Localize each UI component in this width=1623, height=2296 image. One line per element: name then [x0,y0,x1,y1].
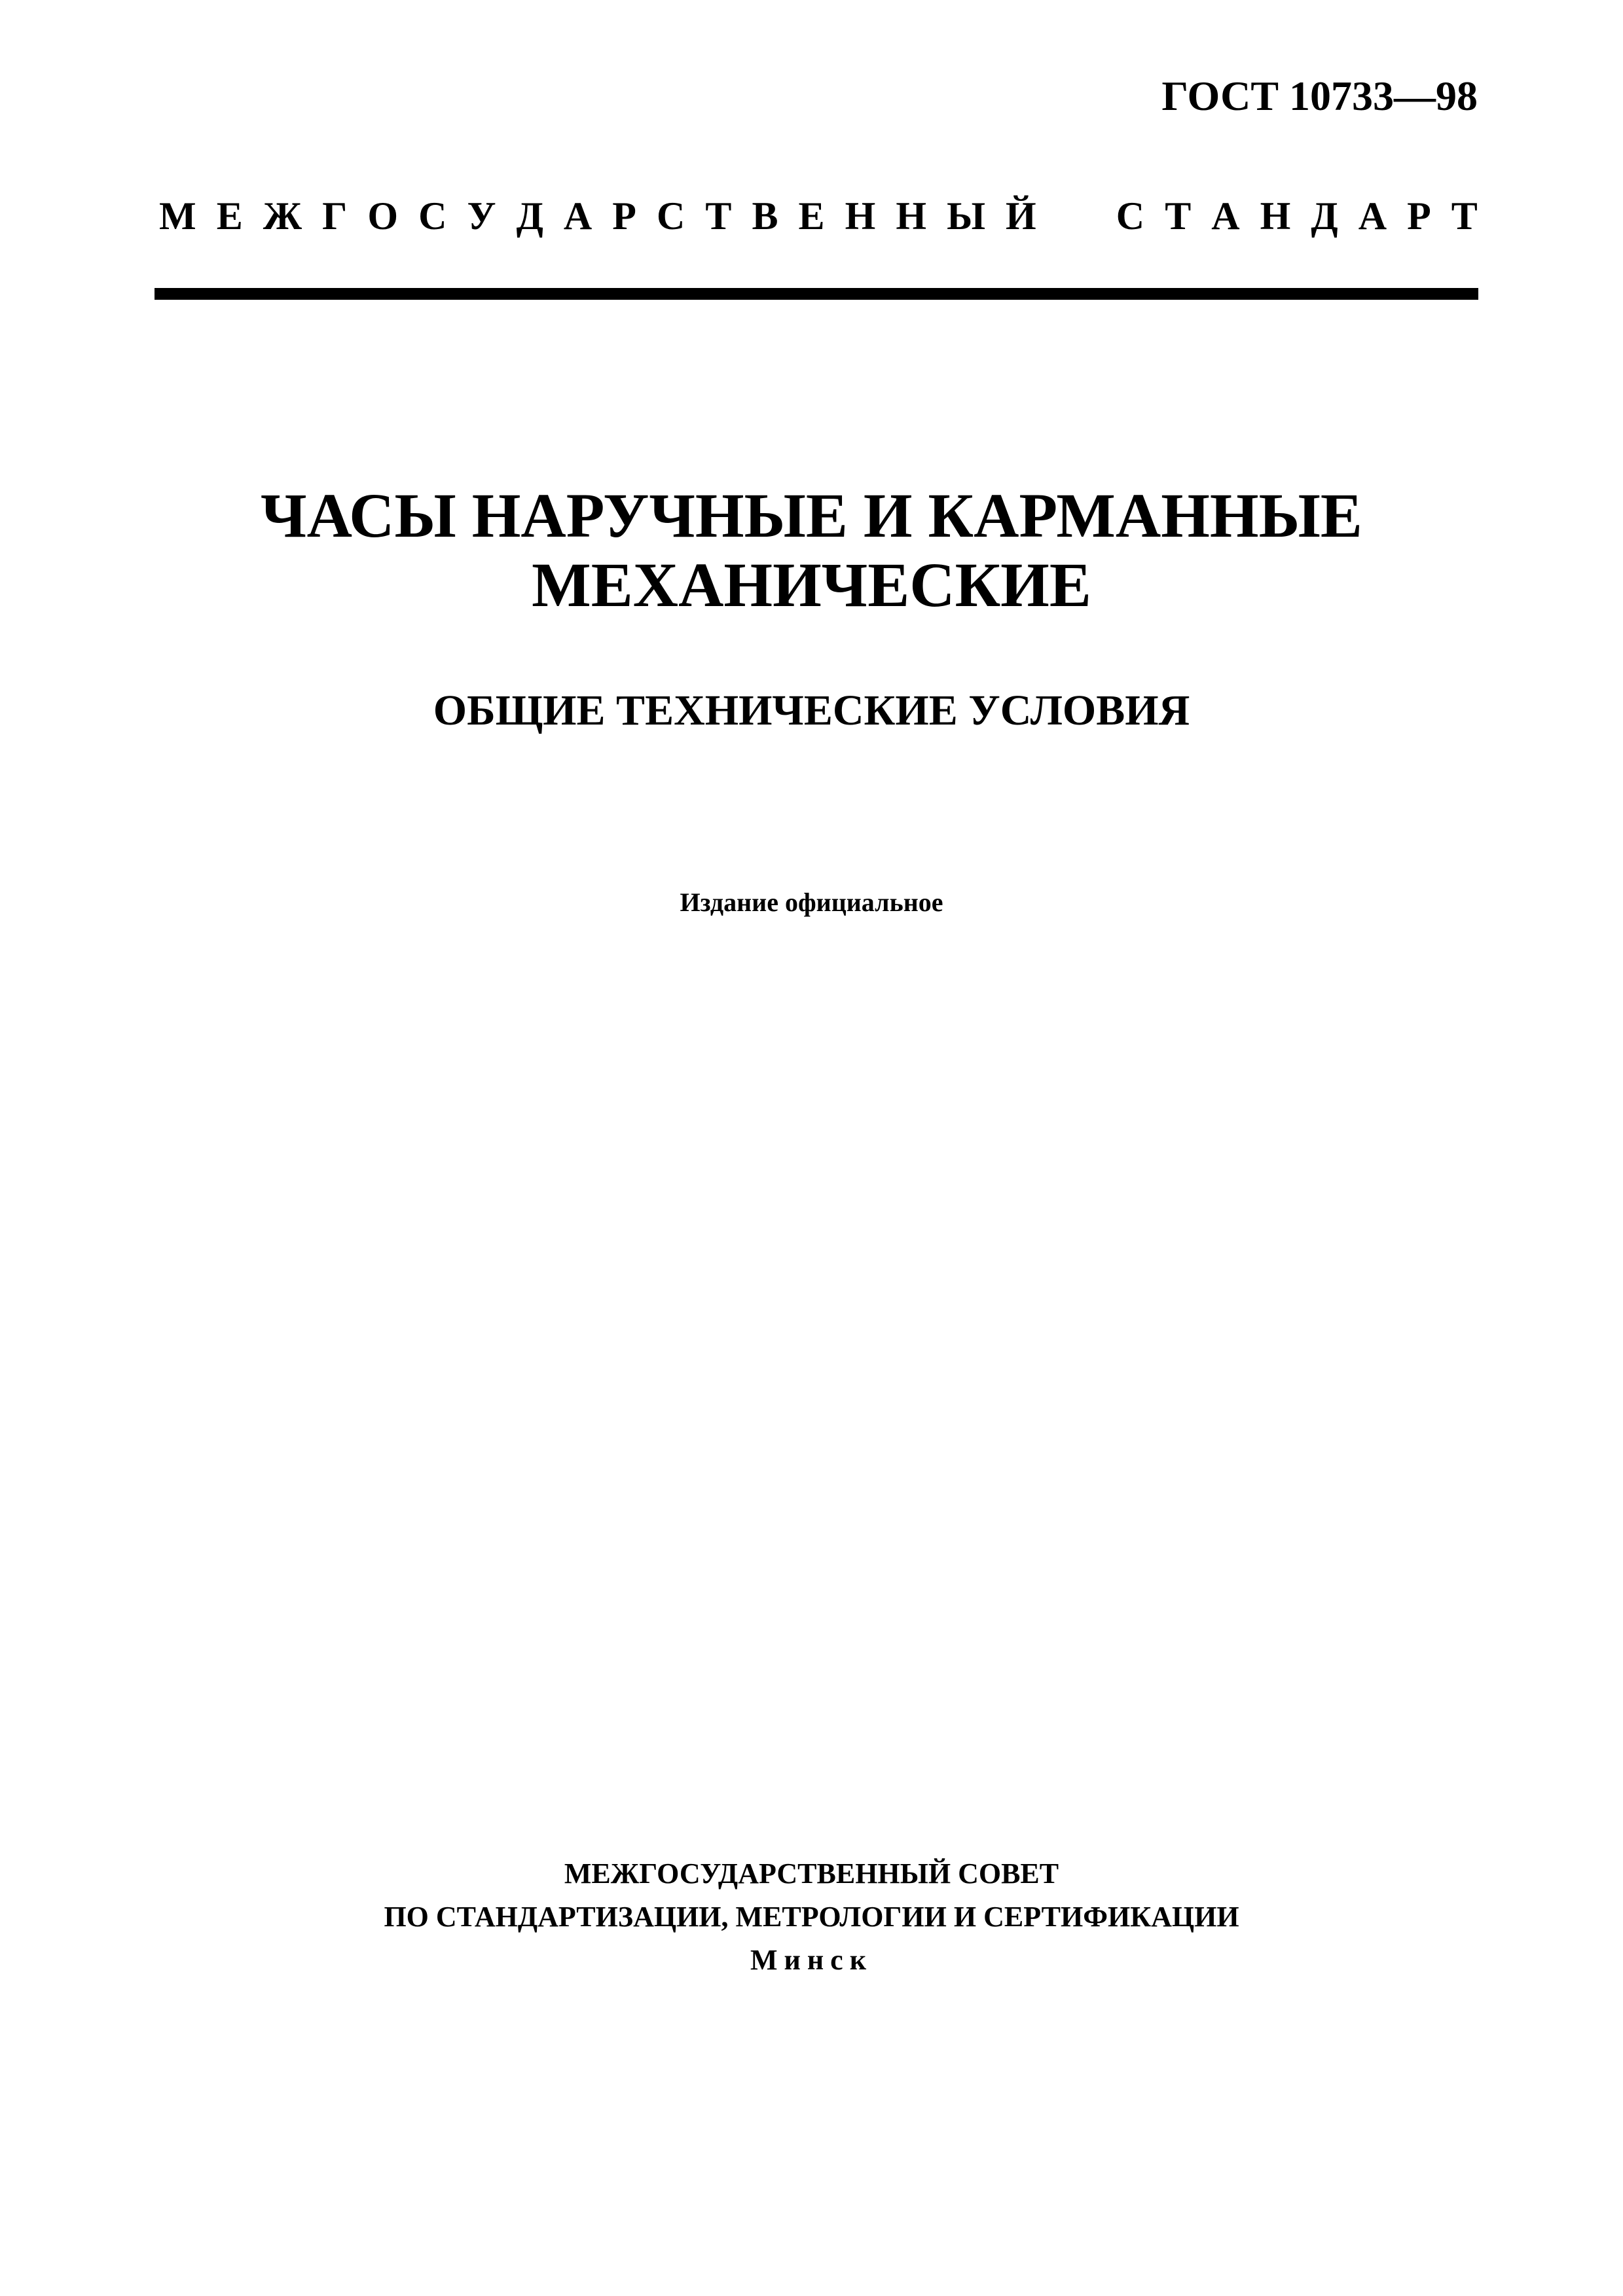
header-divider [155,288,1478,300]
publisher-line-2: ПО СТАНДАРТИЗАЦИИ, МЕТРОЛОГИИ И СЕРТИФИКАЦИИ [384,1901,1239,1933]
heading-letter: Н [845,194,876,238]
heading-letter: Н [896,194,927,238]
heading-letter: Р [612,194,636,238]
heading-letter: Д [1311,194,1338,238]
heading-letter: С [657,194,685,238]
heading-letter: Е [216,194,243,238]
title-line-2: МЕХАНИЧЕСКИЕ [532,549,1091,620]
publisher-block [0,1852,1623,1982]
heading-letter: Р [1407,194,1431,238]
heading-letter: Й [1006,194,1036,238]
standard-type-heading [159,196,1478,236]
heading-letter: Е [798,194,825,238]
edition-label: Издание официальное [680,888,943,917]
heading-letter: Т [1451,194,1478,238]
heading-letter: С [418,194,447,238]
document-subtitle: ОБЩИЕ ТЕХНИЧЕСКИЕ УСЛОВИЯ [433,687,1190,734]
heading-letter: Г [322,194,348,238]
heading-letter: В [752,194,778,238]
heading-letter: С [1116,194,1145,238]
heading-letter: М [159,194,196,238]
publisher-line-1: МЕЖГОСУДАРСТВЕННЫЙ СОВЕТ [564,1857,1059,1890]
heading-letter: А [1358,194,1387,238]
heading-letter: Т [1165,194,1192,238]
publisher-city: Минск [750,1944,873,1976]
heading-letter: Т [705,194,732,238]
title-line-1: ЧАСЫ НАРУЧНЫЕ И КАРМАННЫЕ [261,480,1362,550]
document-title [0,481,1623,619]
heading-letter: А [563,194,593,238]
heading-letter: У [467,194,496,238]
heading-letter: Н [1260,194,1291,238]
heading-letter: О [367,194,399,238]
heading-letter: А [1211,194,1240,238]
heading-letter: Ж [263,194,302,238]
word-gap [1057,196,1096,236]
heading-letter: Ы [947,194,985,238]
document-number: ГОСТ 10733—98 [1161,73,1478,119]
heading-letter: Д [516,194,543,238]
